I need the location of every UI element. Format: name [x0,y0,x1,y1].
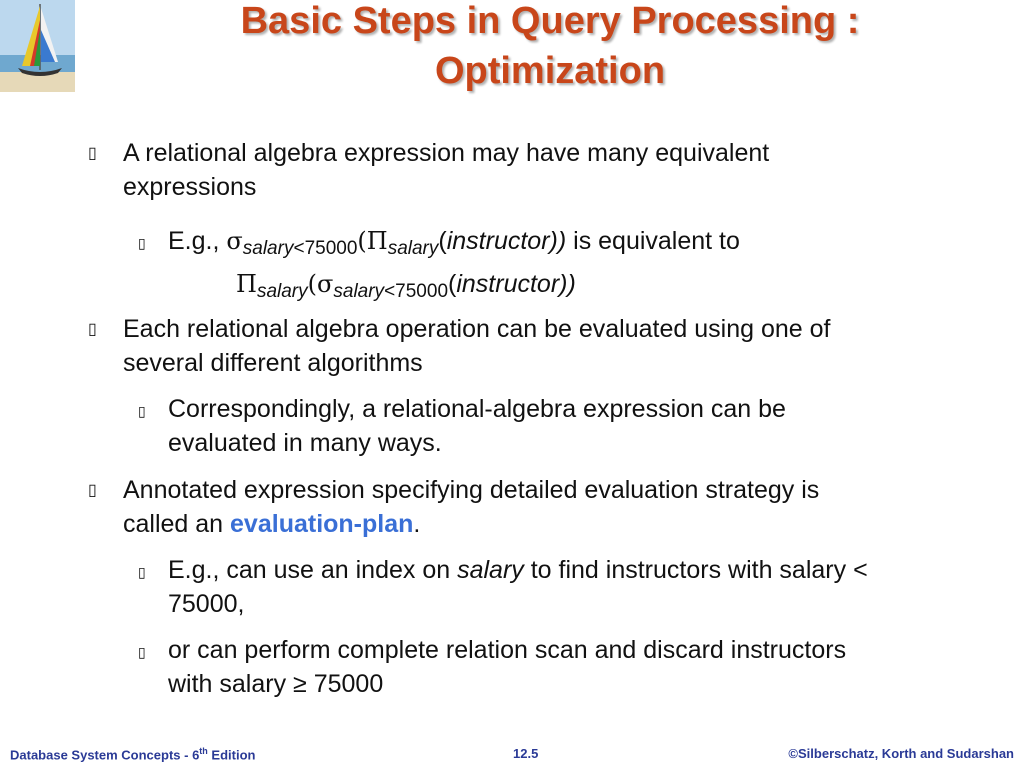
bullet-3-sub-2-line-2: with salary ≥ 75000 [168,670,384,698]
footer-copyright: ©Silberschatz, Korth and Sudarshan [788,746,1014,761]
square-bullet-icon: ▯ [138,644,146,660]
period: . [413,510,421,538]
salary-attribute: salary [457,556,524,584]
square-bullet-icon: ▯ [88,482,97,499]
instructor-relation: instructor)) [456,270,576,298]
bullet-3-text [123,473,973,541]
slide-title-line-2: Optimization [434,50,666,92]
sigma-symbol: σ [226,227,243,255]
subscript-value: 75000 [395,281,449,302]
square-bullet-icon: ▯ [88,145,97,162]
bullet-1-subitem [168,224,988,304]
pi-symbol: (Π [357,227,388,255]
bullet-2-line-2: several different algorithms [123,349,423,377]
square-bullet-icon: ▯ [138,403,146,419]
sigma-symbol: (σ [307,270,334,298]
expression-line-2: $\Pi_{salary}(\sigma_{salary<75000}(instructor))$ [236,270,576,302]
bullet-3-line-1: Annotated expression specifying detailed evaluation strategy is [123,476,820,504]
bullet-3-sub-2-line-1: or can perform complete relation scan and discard instructors [168,636,847,664]
bullet-2-text [123,312,973,380]
slide-footer [0,740,1024,768]
square-bullet-icon: ▯ [138,235,146,251]
pi-symbol: Π [236,270,257,298]
evaluation-plan-term: evaluation-plan [230,510,414,538]
subscript-salary: salary [242,238,294,259]
footer-edition-text: Edition [207,747,256,763]
square-bullet-icon: ▯ [88,321,97,338]
subscript-lt: < [293,238,305,259]
subscript-salary: salary [387,238,439,259]
bullet-2-subitem [168,392,988,460]
subscript-salary: salary [256,281,308,302]
footer-page-number: 12.5 [513,746,539,761]
index-text-pre: E.g., can use an index on [168,556,458,584]
instructor-relation: instructor)) [446,227,567,255]
bullet-2-sub-line-2: evaluated in many ways. [168,429,442,457]
bullet-1-line-2: expressions [123,173,257,201]
subscript-value: 75000 [304,238,358,259]
called-an-text: called an [123,510,231,538]
eg-label: E.g., [168,227,220,255]
slide-title-line-1: Basic Steps in Query Processing : [240,0,860,42]
bullet-2-sub-line-1: Correspondingly, a relational-algebra expression can be [168,395,786,423]
footer-edition-sup: th [199,746,208,756]
bullet-1-line-1: A relational algebra expression may have many equivalent [123,139,770,167]
bullet-3-subitem-1 [168,553,988,621]
bullet-1-text [123,136,973,204]
index-text-post: to find instructors with salary < [523,556,868,584]
subscript-salary: salary [333,281,385,302]
subscript-lt: < [384,281,396,302]
equivalent-text: is equivalent to [566,227,740,255]
bullet-3-subitem-2 [168,633,988,701]
bullet-3-sub-1-line-1 [168,553,988,587]
bullet-3-line-2 [123,507,973,541]
expression-line-1: E.g., $\sigma_{salary<75000}(\Pi_{salary}(instructor))$ is equivalent to [168,227,740,259]
bullet-3-sub-1-line-2: 75000, [168,590,245,618]
footer-book-title [10,746,255,762]
slide-title [100,0,1000,96]
sailboat-logo-icon [0,0,75,92]
footer-book-title-text: Database System Concepts - 6 [10,747,200,763]
square-bullet-icon: ▯ [138,564,146,580]
bullet-2-line-1: Each relational algebra operation can be evaluated using one of [123,315,831,343]
